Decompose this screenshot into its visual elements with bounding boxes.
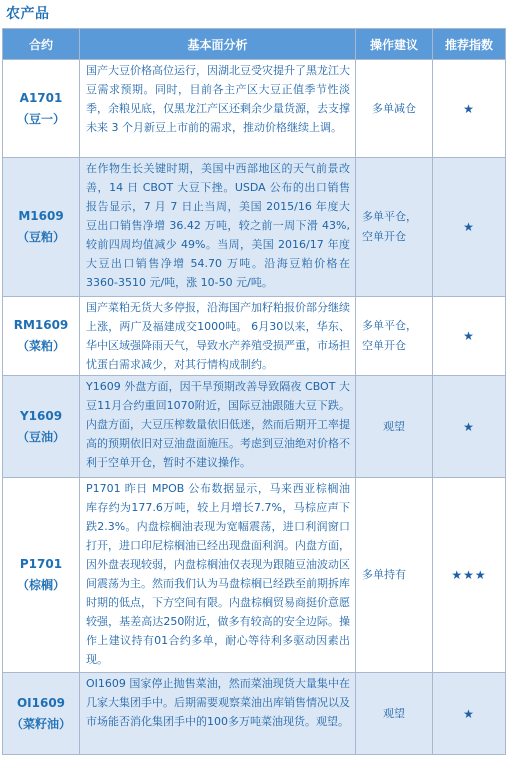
table-row [3,60,506,158]
advice-cell: 多单平仓，空单开仓 [356,297,433,376]
rating-stars: ★★★ [433,478,506,673]
contract-name: （豆油） [16,429,65,444]
advice-cell: 多单持有 [356,478,433,673]
contract-cell [3,297,80,376]
contract-code: OI1609 [16,695,66,710]
section-title: 农产品 [6,6,50,22]
contract-cell [3,376,80,478]
contract-code: A1701 [19,90,63,105]
contract-cell [3,673,80,755]
rating-stars: ★ [433,376,506,478]
table-row [3,297,506,376]
rating-stars: ★ [433,673,506,755]
advice-cell: 观望 [356,673,433,755]
agri-table [2,28,506,755]
analysis-cell: OI1609 国家停止抛售菜油，然而菜油现货大量集中在几家大集团手中。后期需要观察菜油出库销售情况以及市场能否消化集团手中的100多万吨菜油现货。观望。 [80,673,356,755]
contract-cell [3,60,80,158]
contract-code: P1701 [19,557,63,571]
contract-code: M1609 [18,209,64,223]
contract-name: （菜粕） [16,339,65,353]
advice-cell: 多单减仓 [356,60,433,158]
rating-stars: ★ [433,297,506,376]
table-row [3,478,506,673]
table-row [3,673,506,755]
contract-name: （豆一） [16,111,65,126]
table-header-row [3,29,506,60]
contract-code: RM1609 [13,318,69,332]
analysis-cell: 国产菜粕无货大多停报，沿海国产加籽粕报价部分继续上涨，两广及福建成交1000吨。 6月30以来，华东、华中区域强降雨天气，导致水产养殖受损严重，市场担忧蛋白需求减少，对其行情构成制约。 [80,297,356,376]
analysis-cell: 国产大豆价格高位运行，因湖北豆受灾提升了黑龙江大豆需求预期。同时，目前各主产区大豆正值季节性淡季，余粮见底，仅黑龙江产区还剩余少量货源，去支撑未来 3 个月新豆上市前的需求，推动价格继续上调。 [80,60,356,158]
analysis-cell: Y1609 外盘方面，因干旱预期改善导致隔夜 CBOT 大豆11月合约重回1070附近，国际豆油跟随大豆下跌。内盘方面，大豆压榨数量依旧低迷，然而后期开工率提高的预期依旧对豆油盘面施压。考虑到豆油绝对价格不利于空单开仓，暂时不建议操作。 [80,376,356,478]
header-analysis: 基本面分析 [80,29,356,60]
contract-name: （棕榈） [16,578,65,592]
header-contract: 合约 [3,29,80,60]
table-row [3,376,506,478]
contract-cell [3,158,80,297]
rating-stars: ★ [433,158,506,297]
analysis-cell: P1701 昨日 MPOB 公布数据显示，马来西亚棕榈油库存约为177.6万吨，较上月增长7.7%，马棕应声下跌2.3%。内盘棕榈油表现为宽幅震荡，进口利润窗口打开，进口印尼棕榈油已经出现盘面利润。内盘方面，因外盘表现较弱，内盘棕榈油仅表现为跟随豆油波动区间震荡为主。然而我们认为马盘棕榈已经跌至前期拆库时期的低点，下方空间有限。内盘棕榈贸易商挺价意愿较强，基差高达250附近，做多有较高的安全边际。操作上建议持有01合约多单，耐心等待利多驱动因素出现。 [80,478,356,673]
analysis-cell: 在作物生长关键时期，美国中西部地区的天气前景改善，14 日 CBOT 大豆下挫。USDA 公布的出口销售报告显示，7 月 7 日止当周，美国 2015/16 年度大豆出口销售净增 36.42 万吨，较之前一周下滑 43%,较前四周均值减少 49%。当周，美国 2016/17 年度大豆出口销售净增 54.70 万吨。沿海豆粕价格在 3360-3510 元/吨，涨 10-50 元/吨。 [80,158,356,297]
contract-name: （菜籽油） [10,716,71,731]
table-row [3,158,506,297]
advice-cell: 多单平仓，空单开仓 [356,158,433,297]
rating-stars: ★ [433,60,506,158]
header-rating: 推荐指数 [433,29,506,60]
advice-cell: 观望 [356,376,433,478]
contract-name: （豆粕） [16,230,65,244]
header-advice: 操作建议 [356,29,433,60]
contract-cell [3,478,80,673]
contract-code: Y1609 [19,408,63,423]
